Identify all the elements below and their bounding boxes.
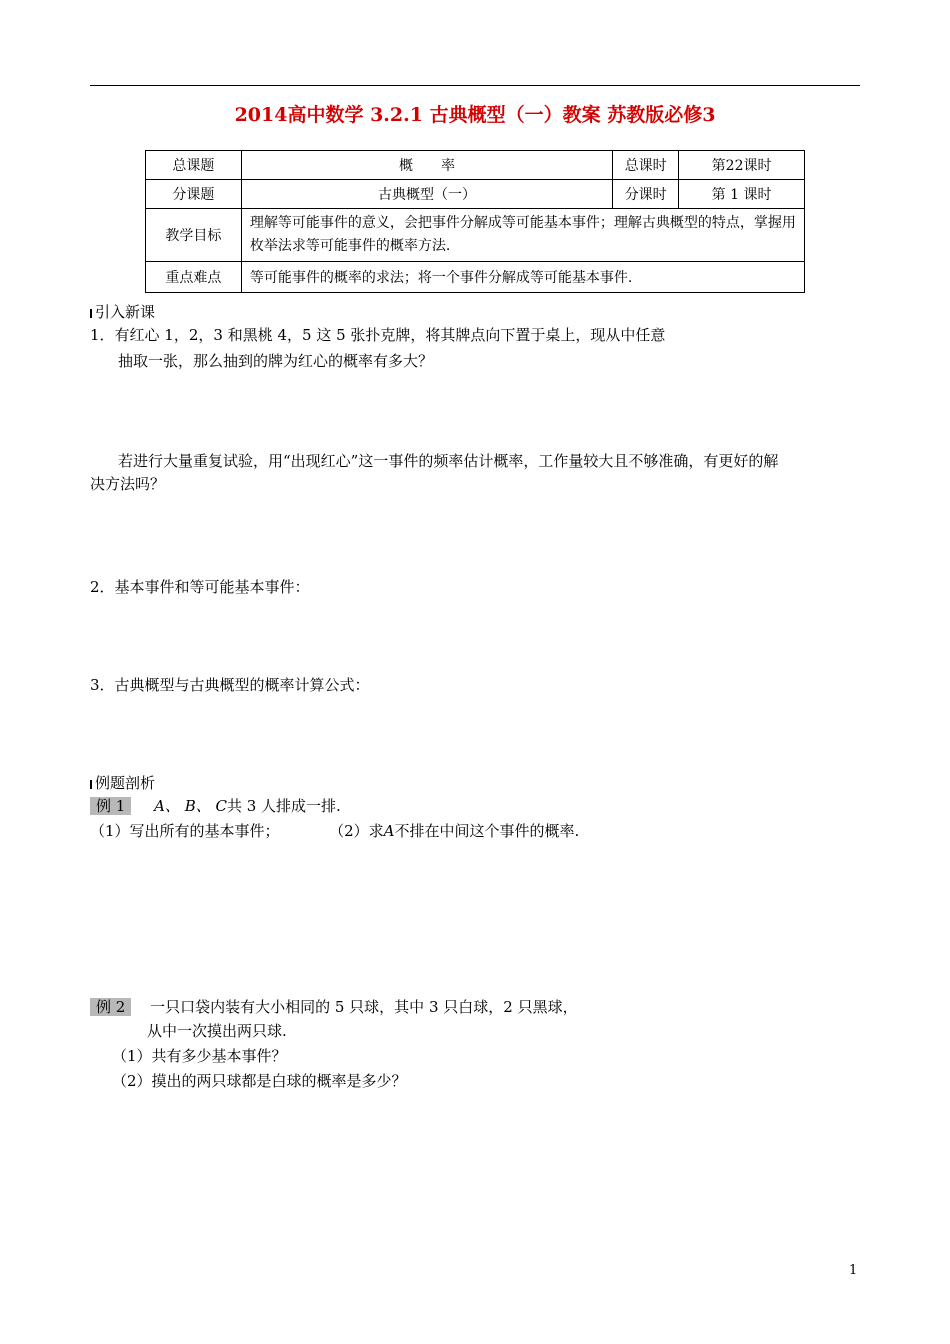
paragraph-line-1: 若进行大量重复试验，用“出现红心”这一事件的频率估计概率，工作量较大且不够准确，有更好的解 <box>118 452 779 470</box>
table-row <box>146 151 805 180</box>
example-2-label: 例 2 <box>90 998 131 1016</box>
example-1-line <box>90 795 341 816</box>
example-1-vars: A、 B、 C <box>154 797 227 815</box>
section-heading-examples: 例题剖析 <box>90 772 155 793</box>
example-2-line-2: 从中一次摸出两只球. <box>147 1022 287 1040</box>
header-rule <box>90 85 860 86</box>
paragraph-line-2: 决方法吗？ <box>90 475 166 493</box>
lesson-info-table <box>145 150 805 293</box>
question-3: 3．古典概型与古典概型的概率计算公式： <box>90 676 370 694</box>
example-2-text-1: 一只口袋内装有大小相同的 5 只球，其中 3 只白球，2 只黑球， <box>150 998 578 1016</box>
example-1-part-2-var: A <box>383 822 395 840</box>
example-2-part-1: （1）共有多少基本事件？ <box>112 1047 287 1065</box>
question-1-line-1: 1．有红心 1，2，3 和黑桃 4，5 这 5 张扑克牌，将其牌点向下置于桌上，现从中任意 <box>90 326 666 344</box>
page-number: 1 <box>849 1263 858 1278</box>
table-row <box>146 209 805 262</box>
example-1-label: 例 1 <box>90 797 131 815</box>
table-row <box>146 180 805 209</box>
document-title: 2014高中数学 3.2.1 古典概型（一）教案 苏教版必修3 <box>234 104 716 126</box>
table-row <box>146 262 805 293</box>
table-cell: 教学目标 <box>146 209 242 262</box>
question-2: 2．基本事件和等可能基本事件： <box>90 578 310 596</box>
example-1-parts <box>90 820 579 841</box>
table-cell: 总课题 <box>146 151 242 180</box>
table-cell: 等可能事件的概率的求法；将一个事件分解成等可能基本事件. <box>241 262 804 293</box>
question-1-line-2: 抽取一张，那么抽到的牌为红心的概率有多大？ <box>118 352 434 370</box>
example-2-line-1 <box>90 996 578 1017</box>
example-2-part-2: （2）摸出的两只球都是白球的概率是多少？ <box>112 1072 407 1090</box>
table-cell: 古典概型（一） <box>241 180 612 209</box>
table-cell: 概 率 <box>241 151 612 180</box>
example-1-text: 共 3 人排成一排. <box>226 797 341 815</box>
table-cell: 第 1 课时 <box>679 180 805 209</box>
table-cell: 总课时 <box>613 151 679 180</box>
example-1-part-2b: 不排在中间这个事件的概率. <box>394 822 580 840</box>
bullet-icon <box>90 780 92 789</box>
table-cell: 重点难点 <box>146 262 242 293</box>
section-heading-intro: 引入新课 <box>90 301 155 322</box>
example-1-part-1: （1）写出所有的基本事件； <box>90 822 280 840</box>
table-cell: 分课题 <box>146 180 242 209</box>
table-cell: 第22课时 <box>679 151 805 180</box>
table-cell: 理解等可能事件的意义，会把事件分解成等可能基本事件；理解古典概型的特点，掌握用枚举法求等可能事件的概率方法. <box>241 209 804 262</box>
bullet-icon <box>90 309 92 318</box>
table-cell: 分课时 <box>613 180 679 209</box>
example-1-part-2a: （2）求 <box>329 822 384 840</box>
